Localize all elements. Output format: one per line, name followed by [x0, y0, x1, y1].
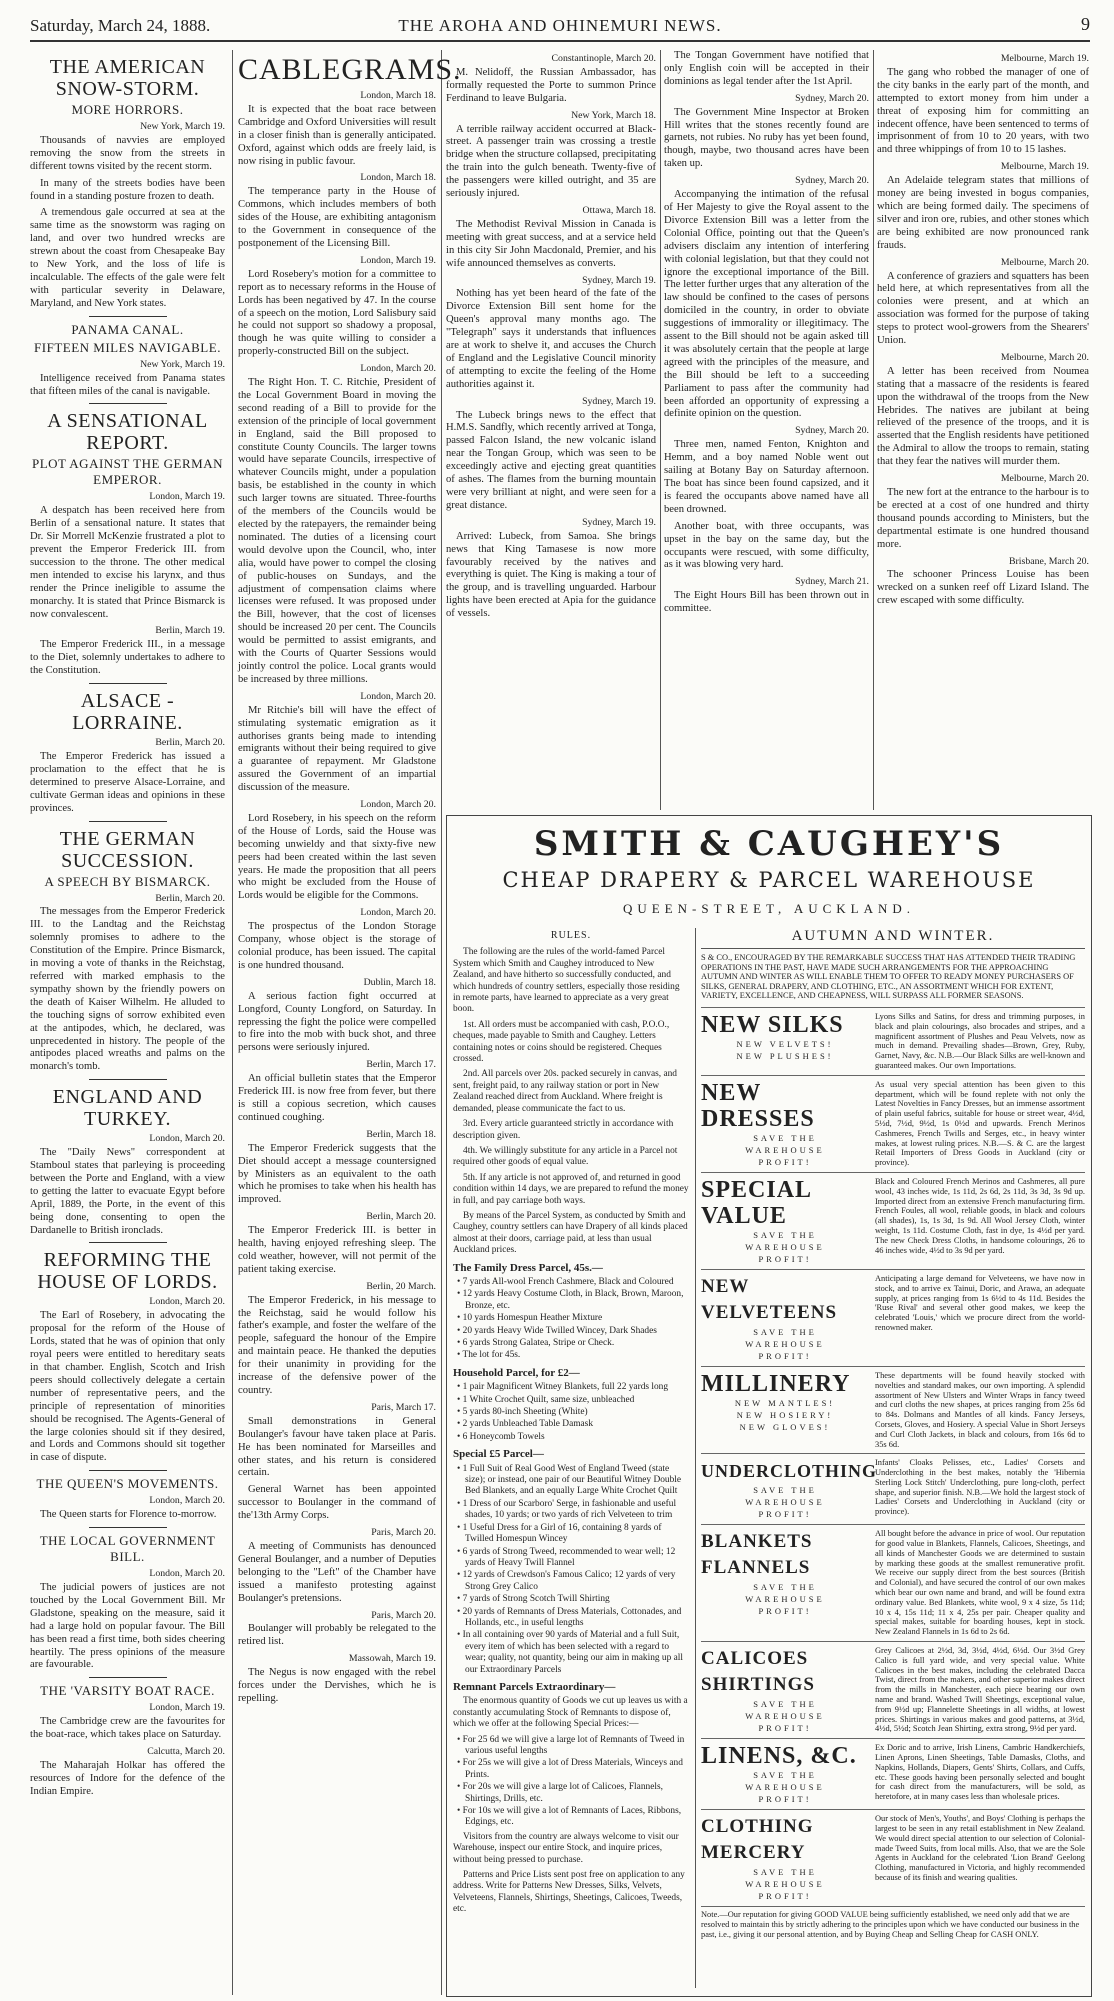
ad-rule: 5th. If any article is not approved of, and returned in good condition within 14 days, we are prepared to refund the money in full, and pay carriage both ways. [453, 1172, 689, 1206]
department-block [701, 1524, 1085, 1637]
dateline: Sydney, March 19. [582, 395, 656, 407]
article-paragraph: The Lubeck brings news to the effect that H.M.S. Sandfly, which recently arrived at Tonga, passed Falcon Island, the new volcanic island near the Tongan Group, which was seen to be exceedingly active and ejecting great quantities of ashes. The flames from the burning mountain were very brilliant at night, and were seen for a great distance. [446, 409, 656, 511]
parcel-list [453, 1735, 689, 1829]
department-heading: NEW VELVETEENS [701, 1275, 838, 1323]
dateline: Ottawa, March 18. [582, 204, 656, 216]
dateline: London, March 19. [360, 254, 436, 266]
divider [89, 683, 167, 684]
parcel-list [453, 1382, 689, 1443]
department-text: Infants' Cloaks Pelisses, etc., Ladies' Corsets and Underclothing in the best makes, notably the 'Hibernia Sterling Lock Stitch' Underclothing, pure long-cloth, perfect shape, and superior finish. N.B.—We hold the largest stock of Ladies' Corsets and Underclothing in Auckland (city or province). [875, 1458, 1085, 1517]
department-text: Lyons Silks and Satins, for dress and trimming purposes, in black and plain colourings, also brocades and stripes, and a magnificent assortment of Plushes and Peau Velvets, now as much in demand. Prevailing shades—Brown, Grey, Ruby, Garnet, Navy, &c. N.B.—Our Black Silks are well-known and guaranteed makes. Our own Importations. [875, 1011, 1085, 1070]
article-paragraph: The Emperor Frederick suggests that the Diet should accept a message countersigned by Ministers as an equivalent to the oath which he promises to take when his health has improved. [238, 1142, 436, 1206]
article-paragraph: The Maharajah Holkar has offered the resources of Indore for the defence of the Indian Empire. [30, 1759, 225, 1797]
article-paragraph: Small demonstrations in General Boulanger's favour have taken place at Paris. He has been nominated for Marseilles and other states, and his return is considered certain. [238, 1415, 436, 1479]
list-item: • 20 yards of Remnants of Dress Materials, Cottonades, and Hollands, etc., in useful lengths [465, 1607, 689, 1630]
list-item: • 6 yards Strong Galatea, Stripe or Check. [465, 1338, 689, 1349]
parcel-list [453, 1464, 689, 1676]
department-block [701, 1738, 1085, 1805]
tagline: NEW MANTLES! [734, 1397, 836, 1408]
subheadline: A SPEECH BY BISMARCK. [44, 873, 211, 889]
article-paragraph: A tremendous gale occurred at sea at the same time as the snowstorm was raging on land, and over two hundred wrecks are strewn about the coast from Chesapeake Bay to New York, and the loss of life is incalculable. The effects of the gale were felt with particular severity in Delaware, Maryland, and New York states. [30, 207, 225, 309]
dateline: Brisbane, March 20. [1009, 555, 1089, 567]
article-paragraph: An official bulletin states that the Emperor Frederick III. is now free from fever, but there is still a copious secretion, which causes continued coughing. [238, 1073, 436, 1123]
dateline: Constantinople, March 20. [551, 53, 656, 64]
ad-paragraph: The following are the rules of the world-famed Parcel System which Smith and Caughey introduced to New Zealand, and have hitherto so successfully conducted, and which hundreds of country settlers, especially those residing in remote parts, have learned to appreciate as a very great boon. [453, 947, 680, 1015]
ad-address: QUEEN-STREET, AUCKLAND. [622, 901, 916, 916]
headline: PANAMA CANAL. [71, 321, 184, 337]
headline: THE 'VARSITY BOAT RACE. [40, 1683, 215, 1699]
department-heading: NEW SILKS [701, 1011, 844, 1038]
article-paragraph: The Emperor Frederick III. is better in health, having enjoyed refreshing sleep. The cold weather, however, will not permit of the patient taking exercise. [238, 1225, 436, 1275]
dateline: Sydney, March 20. [795, 175, 869, 187]
article-paragraph: Intelligence received from Panama states that fifteen miles of the canal is navigable. [30, 372, 225, 397]
headline: THE GERMAN SUCCESSION. [59, 827, 196, 872]
department-heading: UNDERCLOTHING [701, 1461, 878, 1482]
tagline: WAREHOUSE [745, 1241, 825, 1252]
ad-rule: 4th. We willingly substitute for any article in a Parcel not required other goods of equal value. [453, 1145, 678, 1168]
rules-heading: RULES. [550, 930, 592, 941]
dateline: London, March 20. [360, 799, 436, 811]
tagline: NEW PLUSHES! [736, 1050, 834, 1061]
newspaper-title: THE AROHA AND OHINEMURI NEWS. [398, 16, 722, 35]
list-item: • 12 yards Heavy Costume Cloth, in Black, Brown, Maroon, Bronze, etc. [465, 1289, 689, 1312]
article-paragraph: A meeting of Communists has denounced General Boulanger, and a number of Deputies belonging to the "Left" of the Chamber have issued a manifesto protesting against Boulanger's pretensions. [238, 1540, 436, 1604]
dateline: Berlin, March 18. [366, 1128, 436, 1140]
dateline: London, March 20. [149, 1133, 225, 1145]
dateline: New York, March 19. [140, 121, 225, 132]
ad-departments [701, 928, 1085, 1992]
list-item: • For 25s we will give a lot of Dress Materials, Winceys and Prints. [465, 1758, 689, 1781]
article-paragraph: The Emperor Frederick has issued a proclamation to the effect that he is determined to preserve Alsace-Lorraine, and cultivate German ideas and opinions in these provinces. [30, 751, 225, 814]
tagline: PROFIT! [758, 1156, 812, 1167]
department-text: As usual very special attention has been given to this department, which will be found replete with not only the Latest Novelties in Fancy Dresses, but an immense assortment of plain useful fabrics, suitable for house or street wear, 4½d, 5½d, 7½d, 9½d, 1s 0½d and upwards. French Merinos Cashmeres, French Twills and Serges, etc., in heavy winter makes, at lowest ruling prices. N.B.—S. & C. are the largest Retail Importers of Dress Goods in Auckland (city or province). [875, 1079, 1085, 1168]
department-block [701, 1075, 1085, 1168]
article-paragraph: Nothing has yet been heard of the fate of the Divorce Extension Bill sent home for the Queen's approval many months ago. The "Telegraph" says it understands that influences are at work to shelve it, and accuses the Church of England and the Legislative Council minority of attempting to excite the feeling of the Home authorities against it. [446, 288, 656, 390]
article-paragraph: The judicial powers of justices are not touched by the Local Government Bill. Mr Gladstone, speaking on the measure, said it had a large hold on popular favour. The Bill has been read a first time, both sides cheering heartily. The press opinions of the measure are favourable. [30, 1581, 225, 1671]
article-paragraph: It is expected that the boat race between Cambridge and Oxford Universities will result in a closer finish than is generally anticipated. Oxford, against which odds are freely laid, is now rising in public favour. [238, 103, 436, 167]
ad-subtitle: CHEAP DRAPERY & PARCEL WAREHOUSE [502, 868, 1036, 892]
article-paragraph: A conference of graziers and squatters has been held here, at which representatives from all the colonies were present, and at which an association was formed for the purpose of taking steps to protect wool-growers from the Shearers' Union. [877, 270, 1089, 347]
department-heading: NEW DRESSES [701, 1079, 815, 1132]
dateline: Melbourne, March 20. [1000, 351, 1089, 363]
divider [89, 1242, 167, 1243]
dateline: London, March 19. [149, 491, 225, 503]
column-3 [446, 50, 656, 810]
headline: THE AMERICAN SNOW-STORM. [49, 56, 206, 100]
divider [89, 821, 167, 822]
parcel-heading: Household Parcel, for £2— [453, 1366, 580, 1379]
dateline: London, March 20. [149, 1495, 225, 1507]
dateline: Melbourne, March 20. [1000, 473, 1089, 485]
masthead [30, 14, 1090, 42]
dateline: New York, March 18. [571, 109, 656, 121]
dateline: Sydney, March 19. [582, 274, 656, 286]
department-text: Black and Coloured French Merinos and Cashmeres, all pure wool, 43 inches wide, 1s 11d, 2s 6d, 2s 11d, 3s 3d, 3s 9d up. Imported direct from an extensive French manufacturing firm. French Foules, all wool, reliable goods, in black and colours (all shades), 1s, 1s 3d, 1s 9d. All Wool Jersey Cloth, winter weight, 1s 11d. Costume Cloth, fast in dye, 1s 4½d per yard. The new Check Dress Cloths, in handsome colourings, 26 to 46 inches wide, 4½d to 3s 9d per yard. [875, 1176, 1085, 1255]
article-paragraph: The schooner Princess Louise has been wrecked on a sunken reef off Lizard Island. The crew escaped with some difficulty. [877, 569, 1089, 607]
tagline: SAVE THE [753, 1699, 817, 1710]
dateline: Massowah, March 19. [348, 1653, 436, 1665]
list-item: • 7 yards All-wool French Cashmere, Black and Coloured [465, 1277, 689, 1288]
ad-paragraph: The enormous quantity of Goods we cut up leaves us with a constantly accumulating Stock of Remnants to dispose of, which we offer at the following Special Prices:— [453, 1696, 688, 1730]
article-paragraph: The messages from the Emperor Frederick III. to the Landtag and the Reichstag solemnly promises to adhere to the Constitution of the Empire. Prince Bismarck, in moving a vote of thanks in the Reichstag, referred with marked emphasis to the sympathy shown by the friendly powers on the death of Kaiser Wilhelm. He alluded to the touching signs of sorrow exhibited even at the antipodes, which, he declared, was unprecedented in history. The people of the antipodes placed wreaths and palms on the monarch's tomb. [30, 906, 225, 1073]
list-item: • For 20s we will give a large lot of Calicoes, Flannels, Shirtings, Drills, etc. [465, 1782, 689, 1805]
dateline: London, March 20. [360, 363, 436, 375]
article-paragraph: A despatch has been received here from Berlin of a sensational nature. It states that Dr. Sir Morrell McKenzie frustrated a plot to prevent the Emperor Frederick III. from succession to the throne. The other medical men intended to excise his larynx, and thus render the Prince ineligible to assume the monarchy. It is stated that Prince Bismarck is now convalescent. [30, 505, 225, 620]
headline: ALSACE - LORRAINE. [72, 690, 183, 735]
article-paragraph: The Right Hon. T. C. Ritchie, President of the Local Government Board in moving the second reading of a Bill to provide for the extension of the principle of local government in England, said the Bill proposed to constitute County Councils. The larger towns would have separate Councils, irrespective of whatever Councils might, under a population basis, be established in the county in which such larger towns are situated. Three-fourths of the members of the Councils would be elected by the ratepayers, the remainder being nominated. The duties of a licensing court would devolve upon the Council, who, inter alia, would have power to compel the closing of public-houses on Sundays, and the adjustment of compensation claims where licenses were refused. It was proposed under the Bill, however, that the cost of licenses should be increased 20 per cent. The Councils would be permitted to assist emigrants, and with the Courts of Quarter Sessions would jointly control the police. Local grants would be increased by three millions. [238, 377, 436, 685]
column-rule [441, 50, 442, 1995]
ad-paragraph: By means of the Parcel System, as conducted by Smith and Caughey, country settlers can have Drapery of all kinds placed almost at their doors, carriage paid, at less than usual Auckland prices. [453, 1210, 688, 1256]
list-item: • The lot for 45s. [465, 1350, 689, 1361]
ad-rule: 1st. All orders must be accompanied with cash, P.O.O., cheques, made payable to Smith and Caughey. Letters containing notes or coins should be registered. Cheques crossed. [453, 1019, 670, 1065]
department-block [701, 1809, 1085, 1902]
article-paragraph: The Cambridge crew are the favourites for the boat-race, which takes place on Saturday. [30, 1716, 225, 1741]
article-paragraph: Arrived: Lubeck, from Samoa. She brings news that King Tamasese is now more favourably received by the natives and everything is quiet. The King is making a tour of the group, and is travelling unguarded. Harbour lights have been erected at Apia for the guidance of vessels. [446, 530, 656, 620]
department-text: These departments will be found heavily stocked with novelties and standard makes, our own importing. A splendid assortment of New Ulsters and Winter Wraps in fancy tweed and curl cloths the new shapes, at prices ranging from 25s 6d to 84s. Dolmans and Mantles of all kinds. Fancy Jerseys, Corsets, Gloves, and Hosiery. A special Value in Short Jerseys and Curl Cloth Jackets, in black and colours, from 16s 6d to 35s 6d. [875, 1370, 1085, 1449]
article-paragraph: The Earl of Rosebery, in advocating the proposal for the reform of the House of Lords, stated that he was of opinion that only royal peers were entitled to hereditary seats in that chamber. English, Scotch and Irish peers should collectively delegate a certain number of representative peers, and the principle of representation of minorities should be recognised. The Agents-General of the large colonies should sit if they desired, and Lords and Commons should sit together in case of dispute. [30, 1310, 225, 1464]
department-block [701, 1641, 1085, 1734]
tagline: PROFIT! [758, 1891, 812, 1902]
list-item: • For 10s we will give a lot of Remnants of Laces, Ribbons, Edgings, etc. [465, 1806, 689, 1829]
department-block [701, 1172, 1085, 1265]
dateline: London, March 19. [149, 1702, 225, 1714]
department-block [701, 1007, 1085, 1071]
article-paragraph: A serious faction fight occurred at Longford, County Longford, on Saturday. In repressing the fight the police were compelled to fire into the mob with buck shot, and three persons were seriously injured. [238, 990, 436, 1054]
ad-rule: 3rd. Every article guaranteed strictly in accordance with description given. [453, 1119, 674, 1141]
dateline: Berlin, March 20. [155, 737, 225, 749]
divider [89, 1470, 167, 1471]
column-1 [30, 50, 225, 1995]
list-item: • 1 Dress of our Scarboro' Serge, in fashionable and useful shades, 10 yards; or two yards of rich Velveteen to trim [465, 1499, 689, 1522]
list-item: • 5 yards 80-inch Sheeting (White) [465, 1407, 689, 1418]
article-paragraph: Lord Rosebery's motion for a committee to report as to necessary reforms in the House of Lords has been negatived by 47. In the course of a speech on the motion, Lord Salisbury said he could not support so shadowy a proposal, though he was quite willing to consider a properly-constructed Bill on the subject. [238, 268, 436, 358]
tagline: SAVE THE [753, 1132, 817, 1143]
list-item: • 6 Honeycomb Towels [465, 1432, 689, 1443]
ad-parcel-column [453, 928, 689, 1988]
tagline: NEW HOSIERY! [736, 1409, 834, 1420]
article-paragraph: Accompanying the intimation of the refusal of Her Majesty to give the Royal assent to the Divorce Extension Bill was a letter from the Colonial Office, pointing out that the Queen's advisers disclaim any intention of interfering with colonial legislation, but that they could not ignore the exceptional importance of the Bill. The letter further urges that any alteration of the law should be confined to the cases of persons domiciled in the country, in order to obviate suggestions of immorality or illegitimacy. The assent to the Bill should not be again asked till it was absolutely certain that the people at large agreed with the principles of the measure, and the Bill should be left to a succeeding Parliament to pass after the community had been afforded an opportunity of expressing a definite opinion on the question. [664, 189, 869, 420]
tagline: PROFIT! [758, 1606, 812, 1617]
dateline: Paris, March 20. [371, 1609, 436, 1621]
list-item: • 2 yards Unbleached Table Damask [465, 1419, 689, 1430]
ad-paragraph: Patterns and Price Lists sent post free on application to any address. Write for Patterns New Dresses, Silks, Velvets, Velveteens, Flannels, Shirtings, Sheetings, Calicoes, Tweeds, etc. [453, 1870, 685, 1915]
dateline: Paris, March 17. [371, 1401, 436, 1413]
list-item: • For 25 6d we will give a large lot of Remnants of Tweed in various useful lengths [465, 1735, 689, 1758]
tagline: PROFIT! [758, 1723, 812, 1734]
article-paragraph: The Government Mine Inspector at Broken Hill writes that the stones recently found are garnets, not rubies. No ruby has yet been found, though, maybe, two thousand acres have been taken up. [664, 106, 869, 170]
subheadline: FIFTEEN MILES NAVIGABLE. [34, 339, 221, 355]
department-text: Our stock of Men's, Youths', and Boys' Clothing is perhaps the largest to be seen in any retail establishment in New Zealand. We would direct special attention to our selection of Colonial-made Tweed Suits, from local mills. Also, that we are the Sole Agents in Auckland for the celebrated 'Lion Brand' Geelong Clothing, manufactured in Victoria, and highly recommended because of its finish and wearing qualities. [875, 1814, 1085, 1883]
dateline: Sydney, March 20. [795, 425, 869, 437]
list-item: • 1 White Crochet Quilt, same size, unbleached [465, 1395, 689, 1406]
dateline: Calcutta, March 20. [147, 1746, 225, 1758]
column-4 [664, 50, 869, 810]
parcel-list [453, 1277, 689, 1362]
divider [89, 1527, 167, 1528]
article-paragraph: Lord Rosebery, in his speech on the reform of the House of Lords, said the House was becoming unwieldy and that sixty-five new peers had been created within the last seven years. He made the proposition that all peers who might be excluded from the House of Lords would be eligible for the Commons. [238, 812, 436, 902]
dateline: Sydney, March 19. [582, 516, 656, 528]
article-paragraph: Three men, named Fenton, Knighton and Hemm, and a boy named Noble went out sailing at Botany Bay on Saturday afternoon. The boat has since been found capsized, and it is feared the occupants above named have all been drowned. [664, 439, 869, 515]
department-text: Ex Doric and to arrive, Irish Linens, Cambric Handkerchiefs, Linen Aprons, Linen Sheetings, Table Damasks, Cloths, and Napkins, Hollands, Diapers, Gents' Shirts, Collars, and Cuffs, etc. These goods having been personally selected and bought for cash direct from the manufacturers, will be sold, as heretofore, at in many cases less than wholesale prices. [875, 1743, 1085, 1802]
tagline: NEW GLOVES! [739, 1421, 831, 1432]
article-paragraph: The Negus is now engaged with the rebel forces under the Dervishes, which he is repelling. [238, 1667, 436, 1704]
dateline: Berlin, March 17. [366, 1059, 436, 1071]
dateline: London, March 20. [149, 1296, 225, 1308]
dateline: Melbourne, March 19. [1000, 53, 1089, 64]
article-paragraph: Thousands of navvies are employed removing the snow from the streets in different towns visited by the recent storm. [30, 134, 225, 172]
list-item: • 20 yards Heavy Wide Twilled Wincey, Dark Shades [465, 1326, 689, 1337]
headline: THE LOCAL GOVERNMENT BILL. [39, 1533, 216, 1565]
parcel-heading: Remnant Parcels Extraordinary— [453, 1680, 616, 1693]
department-text: Anticipating a large demand for Velveteens, we have now in stock, and to arrive ex Tainui, Doric, and Arawa, an adequate supply, at prices ranging from 1s 6½d to 4s 11d. Besides the 'Ruse Rival' and several other good makes, we keep the celebrated 'Louis,' which we procure direct from the world-renowned maker. [875, 1273, 1085, 1332]
department-block [701, 1269, 1085, 1362]
divider [89, 1079, 167, 1080]
dateline: Melbourne, March 20. [1000, 256, 1089, 268]
tagline: PROFIT! [758, 1509, 812, 1520]
tagline: WAREHOUSE [745, 1782, 825, 1793]
season-heading: AUTUMN AND WINTER. [701, 928, 1085, 949]
list-item: • 12 yards of Crewdson's Famous Calico; 12 yards of very Strong Grey Calico [465, 1570, 689, 1593]
article-paragraph: The Eight Hours Bill has been thrown out in committee. [664, 590, 869, 615]
department-heading: CALICOES SHIRTINGS [701, 1648, 815, 1696]
ad-intro: S & CO., ENCOURAGED BY THE REMARKABLE SUCCESS THAT HAS ATTENDED THEIR TRADING OPERATIONS IN THE PAST, HAVE MADE SUCH ARRANGEMENTS FOR THE APPROACHING AUTUMN AND WINTER AS WILL ENABLE THEM TO OFFER TO READY MONEY PURCHASERS OF SILKS, GENERAL DRAPERY, AND CLOTHING, ETC., AN ASSORTMENT WHICH FOR EXTENT, VARIETY, EXCELLENCE, AND CHEAPNESS, WILL SURPASS ALL FORMER SEASONS. [701, 953, 1076, 1001]
advertisement [446, 815, 1092, 1997]
tagline: WAREHOUSE [745, 1879, 825, 1890]
column-2 [238, 50, 462, 1995]
ad-paragraph: Visitors from the country are always welcome to visit our Warehouse, inspect our entire Stock, and inquire prices, without being pressed to purchase. [453, 1831, 679, 1865]
list-item: • 1 pair Magnificent Witney Blankets, full 22 yards long [465, 1382, 689, 1393]
article-paragraph: A terrible railway accident occurred at Black-street. A passenger train was crossing a trestle bridge when the structure collapsed, precipitating the train into the gulch beneath. Twenty-five of the passengers were killed outright, and 35 are seriously injured. [446, 123, 656, 200]
tagline: WAREHOUSE [745, 1338, 825, 1349]
department-heading: BLANKETS FLANNELS [701, 1531, 813, 1579]
divider [89, 316, 167, 317]
article-paragraph: The Emperor Frederick III., in a message to the Diet, solemnly undertakes to adhere to the Constitution. [30, 639, 225, 677]
tagline: WAREHOUSE [745, 1144, 825, 1155]
divider [89, 1677, 167, 1678]
headline: A SENSATIONAL REPORT. [47, 410, 208, 455]
tagline: SAVE THE [753, 1582, 817, 1593]
article-paragraph: The temperance party in the House of Commons, which includes members of both sides of the House, are exhibiting antagonism to the Government in consequence of the postponement of the Licensing Bill. [238, 186, 436, 249]
dateline: Berlin, March 20. [366, 1211, 436, 1223]
dateline: London, March 18. [360, 90, 436, 101]
department-block [701, 1453, 1085, 1520]
page-number: 9 [1081, 14, 1090, 34]
section-title: CABLEGRAMS. [238, 53, 462, 86]
ad-title: SMITH & CAUGHEY'S [533, 824, 1005, 864]
dateline: London, March 20. [360, 690, 436, 702]
tagline: WAREHOUSE [745, 1594, 825, 1605]
article-paragraph: A letter has been received from Noumea stating that a massacre of the residents is feared upon the withdrawal of the troops from the New Hebrides. The natives are jubilant at being relieved of the presence of the troops, and it is asserted that the English residents have petitioned the Admiral to allow the troops to remain, stating that they fear the natives will murder them. [877, 365, 1089, 468]
tagline: WAREHOUSE [745, 1497, 825, 1508]
list-item: • In all containing over 90 yards of Material and a full Suit, every item of which has been selected with a regard to wear; quality, not quantity, being our aim in making up all our Extraordinary Parcels [465, 1630, 689, 1676]
article-paragraph: The Methodist Revival Mission in Canada is meeting with great success, and at a service held in this city Sir John Macdonald, Premier, and his wife announced themselves as converts. [446, 218, 656, 269]
tagline: PROFIT! [758, 1794, 812, 1805]
headline: REFORMING THE HOUSE OF LORDS. [37, 1249, 218, 1294]
ad-rule: 2nd. All parcels over 20s. packed securely in canvas, and sent, freight paid, to any railway station or port in New Zealand reached direct from Auckland. Where freight is demanded, please communicate the fact to us. [453, 1069, 677, 1114]
tagline: SAVE THE [753, 1770, 817, 1781]
dateline: London, March 20. [149, 1568, 225, 1580]
headline: THE QUEEN'S MOVEMENTS. [36, 1476, 219, 1492]
article-paragraph: Mr Ritchie's bill will have the effect of stimulating systematic emigration as it authorises grants being made to intending emigrants without their being required to give a guarantee of repayment. Mr Gladstone assured the Government of an impartial discussion of the measure. [238, 704, 436, 794]
column-rule [873, 50, 874, 810]
article-paragraph: Boulanger will probably be relegated to the retired list. [238, 1623, 436, 1648]
list-item: • 1 Full Suit of Real Good West of England Tweed (state size); or instead, one pair of our Beautiful Witney Double Bed Blankets, and an equally Large White Crochet Quilt [465, 1464, 689, 1498]
dateline: Sydney, March 21. [795, 576, 869, 588]
dateline: Melbourne, March 19. [1000, 161, 1089, 173]
article-paragraph: M. Nelidoff, the Russian Ambassador, has formally requested the Porte to summon Prince Ferdinand to leave Bulgaria. [446, 66, 656, 104]
dateline: Berlin, 20 March. [366, 1280, 436, 1292]
tagline: NEW VELVETS! [736, 1038, 834, 1049]
article-paragraph: General Warnet has been appointed successor to Boulanger in the command of the'13th Army Corps. [238, 1484, 436, 1522]
department-text: All bought before the advance in price of wool. Our reputation for good value in Blankets, Flannels, Calicoes, Sheetings, and all kinds of Manchester Goods we are determined to sustain by marking these goods at the smallest remunerative profit. We receive our supply direct from the best sources (British and Colonial), and have secured the control of our own makes which bear our own name and brand, and will be found extra ordinary value. Bed Blankets, white wool, 9 x 4 size, 5s 11d; 10 x 4, 15s 11d; 11 x 4, 25s per pair. Cheaper quality and special makes, suitable for boarding houses, kept in stock. New Zealand Flannels in 1s 6d to 2s 6d. [875, 1529, 1086, 1637]
divider [89, 403, 167, 404]
parcel-heading: The Family Dress Parcel, 45s.— [453, 1261, 603, 1274]
department-block [701, 1366, 1085, 1449]
subheadline: MORE HORRORS. [71, 102, 184, 117]
headline: ENGLAND AND TURKEY. [52, 1086, 203, 1131]
dateline: New York, March 19. [140, 358, 225, 370]
department-heading: CLOTHING MERCERY [701, 1816, 814, 1864]
department-heading: SPECIAL VALUE [701, 1176, 811, 1229]
ad-note: Note.—Our reputation for giving GOOD VALUE being sufficiently established, we need only add that we are resolved to maintain this by strictly adhering to the principles upon which we have conducted our business in the past, i.e., giving it our personal attention, and by Buying Cheap and Selling Cheap for CASH ONLY. [701, 1906, 1085, 1939]
parcel-heading: Special £5 Parcel— [453, 1448, 544, 1461]
tagline: WAREHOUSE [745, 1711, 825, 1722]
article-paragraph: An Adelaide telegram states that millions of money are being invested in bogus companies, which are being formed daily. The specimens of silver and iron ore, rubies, and other stones which are being exhibited are now pronounced rank frauds. [877, 175, 1089, 251]
ad-divider [695, 928, 696, 1988]
department-text: Grey Calicoes at 2½d, 3d, 3½d, 4½d, 6½d. Our 3½d Grey Calico is full yard wide, and very special value. White Calicoes in the best makes, including the celebrated Dacca Twist, direct from the makers, and other superior makes direct from the mills in Manchester, each piece bearing our own name and brand. Washed Twill Sheetings, exceptional value, from 9½d up; Flannelette Sheetings in all widths, at lowest prices. Shirtings in various makes and good patterns, at 3½d, 4½d, 5½d; Scotch Jean Shirting, extra strong, 9½d per yard. [875, 1646, 1085, 1734]
dateline: Berlin, March 19. [155, 625, 225, 637]
dateline: Paris, March 20. [371, 1527, 436, 1539]
list-item: • 6 yards of Strong Tweed, recommended to wear well; 12 yards of Heavy Twill Flannel [465, 1547, 689, 1570]
article-paragraph: In many of the streets bodies have been found in a standing posture frozen to death. [30, 177, 225, 202]
list-item: • 10 yards Homespun Heather Mixture [465, 1313, 689, 1324]
issue-date: Saturday, March 24, 1888. [30, 16, 211, 35]
article-paragraph: The gang who robbed the manager of one of the city banks in the early part of the month, and attempted to extort money from him under a threat of exposing him for committing an indecent offence, have been sentenced to terms of imprisonment of from 10 to 20 years, with two and three whippings of from 10 to 15 lashes. [877, 66, 1089, 156]
article-paragraph: The new fort at the entrance to the harbour is to be erected at a cost of one hundred and thirty thousand pounds according to Ministers, but the departmental estimate is one hundred thousand more. [877, 487, 1089, 550]
dateline: Berlin, March 20. [155, 892, 225, 904]
tagline: SAVE THE [753, 1326, 817, 1337]
tagline: SAVE THE [753, 1867, 817, 1878]
tagline: SAVE THE [753, 1229, 817, 1240]
dateline: London, March 18. [360, 172, 436, 184]
department-heading: LINENS, &C. [701, 1743, 857, 1770]
tagline: SAVE THE [753, 1485, 817, 1496]
list-item: • 1 Useful Dress for a Girl of 16, containing 8 yards of Twilled Homespun Wincey [465, 1523, 689, 1546]
article-paragraph: Another boat, with three occupants, was upset in the bay on the same day, but the occupants were rescued, with some difficulty, as it was blowing very hard. [664, 520, 869, 571]
subheadline: PLOT AGAINST THE GERMAN EMPEROR. [32, 456, 223, 488]
dateline: London, March 20. [360, 907, 436, 919]
tagline: PROFIT! [758, 1350, 812, 1361]
dateline: Dublin, March 18. [363, 976, 436, 988]
list-item: • 7 yards of Strong Scotch Twill Shirting [465, 1594, 689, 1605]
department-heading: MILLINERY [701, 1370, 851, 1397]
article-paragraph: The Emperor Frederick, in his message to the Reichstag, said he would follow his father's example, and foster the welfare of the people, safeguard the honour of the Empire and maintain peace. He thanked the deputies for their unanimity in providing for the increase of the defensive power of the country. [238, 1294, 436, 1396]
column-5 [877, 50, 1089, 810]
tagline: PROFIT! [758, 1253, 812, 1264]
dateline: Sydney, March 20. [795, 92, 869, 104]
column-rule [232, 50, 233, 1995]
column-rule [660, 50, 661, 810]
article-paragraph: The prospectus of the London Storage Company, whose object is the storage of colonial produce, has been issued. The capital is one hundred thousand. [238, 921, 436, 971]
article-paragraph: The "Daily News" correspondent at Stamboul states that parleying is proceeding between the Porte and England, with a view to getting the latter to evacuate Egypt before April, 1889, the Porte, in the event of this being done, consenting to open the Dardanelle to British ironclads. [30, 1147, 225, 1236]
article-paragraph: The Tongan Government have notified that only English coin will be accepted in their dominions as legal tender after the 1st April. [664, 50, 869, 87]
article-paragraph: The Queen starts for Florence to-morrow. [40, 1509, 217, 1521]
